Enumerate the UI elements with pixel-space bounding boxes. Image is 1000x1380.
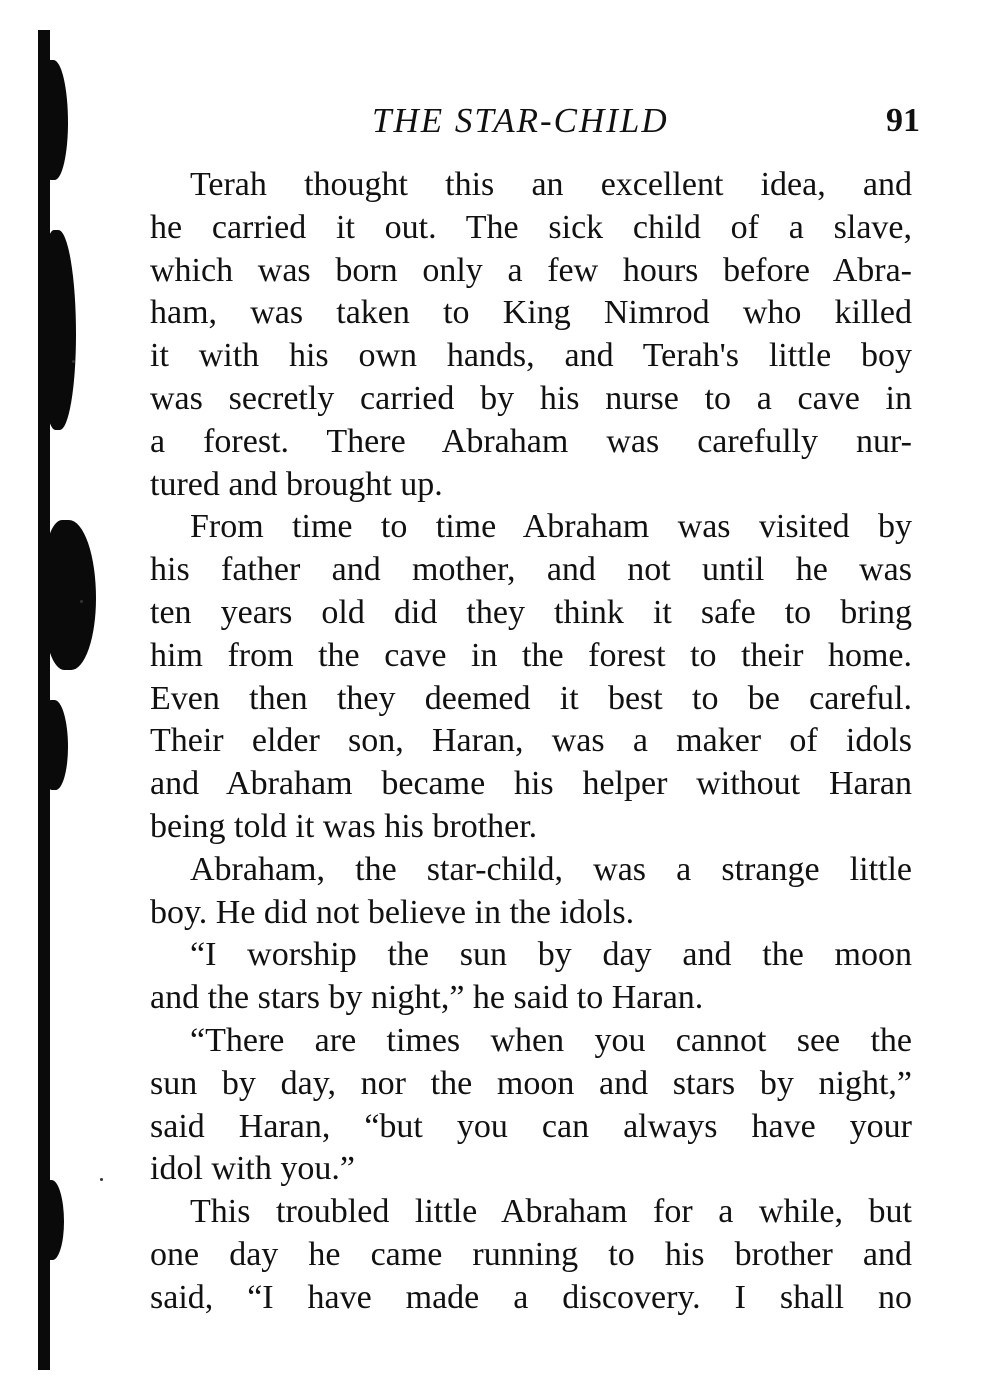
text-line: it with his own hands, and Terah's little boy (150, 337, 912, 375)
gutter-speck (72, 360, 75, 363)
text-line: said, “I have made a discovery. I shall no (150, 1278, 912, 1316)
scanned-gutter-shadow (0, 0, 70, 1380)
gutter-blot (40, 60, 68, 180)
running-head (150, 96, 920, 146)
text-line: This troubled little Abraham for a while, but (190, 1193, 912, 1231)
text-line: and Abraham became his helper without Haran (150, 765, 912, 803)
text-line: his father and mother, and not until he was (150, 551, 912, 589)
gutter-blot (42, 700, 68, 790)
text-line: him from the cave in the forest to their home. (150, 636, 912, 674)
body-text (150, 164, 912, 1320)
text-line: said Haran, “but you can always have your (150, 1107, 912, 1145)
text-line: Their elder son, Haran, was a maker of idols (150, 722, 912, 760)
gutter-blot (42, 230, 76, 430)
text-line: he carried it out. The sick child of a slave, (150, 208, 912, 246)
text-line: tured and brought up. (150, 465, 443, 503)
gutter-blot (44, 520, 96, 670)
text-line: a forest. There Abraham was carefully nur- (150, 422, 912, 460)
text-line: one day he came running to his brother and (150, 1235, 912, 1273)
page-number: 91 (886, 102, 920, 139)
text-line: being told it was his brother. (150, 807, 538, 845)
text-line: From time to time Abraham was visited by (190, 508, 912, 546)
text-line: boy. He did not believe in the idols. (150, 893, 635, 931)
text-line: ten years old did they think it safe to bring (150, 593, 912, 631)
text-line: idol with you.” (150, 1150, 355, 1188)
gutter-speck (80, 600, 83, 603)
text-line: which was born only a few hours before Abra- (150, 251, 912, 289)
text-line: was secretly carried by his nurse to a cave in (150, 379, 912, 417)
text-line: “There are times when you cannot see the (190, 1021, 912, 1059)
text-line: Abraham, the star-child, was a strange little (190, 850, 912, 888)
text-line: ham, was taken to King Nimrod who killed (150, 294, 912, 332)
text-line: Even then they deemed it best to be careful. (150, 679, 912, 717)
running-title: THE STAR-CHILD (372, 101, 669, 140)
text-line: and the stars by night,” he said to Haran. (150, 979, 704, 1017)
text-line: sun by day, nor the moon and stars by night,” (150, 1064, 912, 1102)
gutter-blot (40, 1180, 64, 1260)
text-line: “I worship the sun by day and the moon (190, 936, 912, 974)
gutter-speck (100, 1178, 103, 1181)
text-line: Terah thought this an excellent idea, and (190, 166, 912, 203)
